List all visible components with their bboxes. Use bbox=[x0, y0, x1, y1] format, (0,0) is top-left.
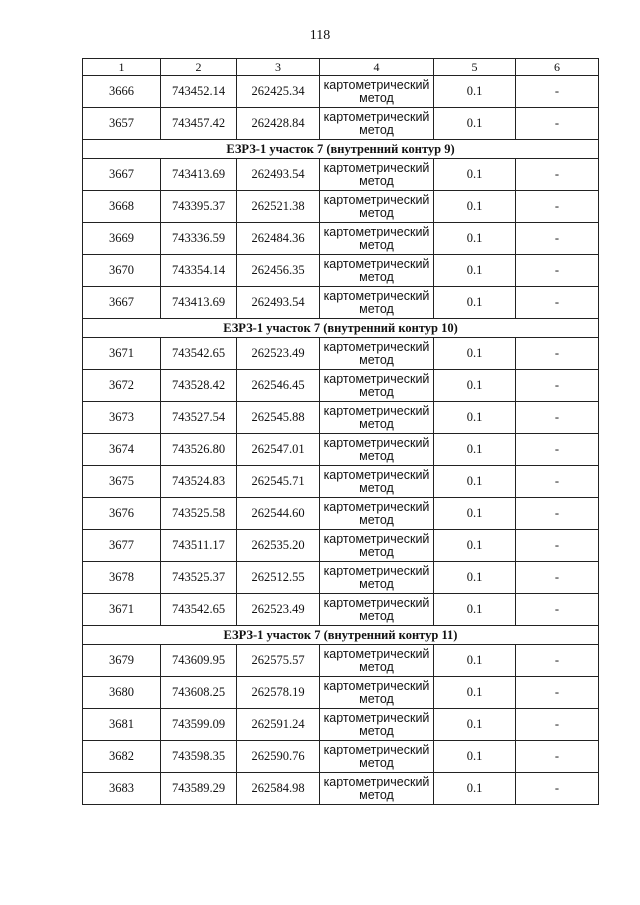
method-cell: картометрический метод bbox=[320, 370, 434, 402]
y-coordinate-cell: 262544.60 bbox=[237, 498, 320, 530]
point-number-cell: 3674 bbox=[83, 434, 161, 466]
x-coordinate-cell: 743526.80 bbox=[161, 434, 237, 466]
accuracy-cell: 0.1 bbox=[434, 370, 516, 402]
description-cell: - bbox=[516, 773, 599, 805]
description-cell: - bbox=[516, 338, 599, 370]
point-number-cell: 3673 bbox=[83, 402, 161, 434]
page-number: 118 bbox=[309, 28, 331, 43]
method-cell: картометрический метод bbox=[320, 498, 434, 530]
x-coordinate-cell: 743527.54 bbox=[161, 402, 237, 434]
x-coordinate-cell: 743599.09 bbox=[161, 709, 237, 741]
method-cell: картометрический метод bbox=[320, 76, 434, 108]
x-coordinate-cell: 743598.35 bbox=[161, 741, 237, 773]
x-coordinate-cell: 743525.37 bbox=[161, 562, 237, 594]
table-row bbox=[83, 255, 599, 287]
point-number-cell: 3675 bbox=[83, 466, 161, 498]
method-cell: картометрический метод bbox=[320, 338, 434, 370]
x-coordinate-cell: 743511.17 bbox=[161, 530, 237, 562]
y-coordinate-cell: 262425.34 bbox=[237, 76, 320, 108]
point-number-cell: 3681 bbox=[83, 709, 161, 741]
description-cell: - bbox=[516, 594, 599, 626]
column-header-3: 3 bbox=[237, 59, 320, 76]
point-number-cell: 3671 bbox=[83, 338, 161, 370]
accuracy-cell: 0.1 bbox=[434, 76, 516, 108]
x-coordinate-cell: 743542.65 bbox=[161, 594, 237, 626]
method-cell: картометрический метод bbox=[320, 466, 434, 498]
x-coordinate-cell: 743413.69 bbox=[161, 287, 237, 319]
accuracy-cell: 0.1 bbox=[434, 562, 516, 594]
description-cell: - bbox=[516, 287, 599, 319]
point-number-cell: 3657 bbox=[83, 108, 161, 140]
y-coordinate-cell: 262545.88 bbox=[237, 402, 320, 434]
method-cell: картометрический метод bbox=[320, 530, 434, 562]
point-number-cell: 3672 bbox=[83, 370, 161, 402]
description-cell: - bbox=[516, 562, 599, 594]
accuracy-cell: 0.1 bbox=[434, 255, 516, 287]
description-cell: - bbox=[516, 370, 599, 402]
description-cell: - bbox=[516, 498, 599, 530]
table-row bbox=[83, 709, 599, 741]
point-number-cell: 3670 bbox=[83, 255, 161, 287]
point-number-cell: 3679 bbox=[83, 645, 161, 677]
accuracy-cell: 0.1 bbox=[434, 741, 516, 773]
y-coordinate-cell: 262523.49 bbox=[237, 594, 320, 626]
method-cell: картометрический метод bbox=[320, 741, 434, 773]
accuracy-cell: 0.1 bbox=[434, 498, 516, 530]
section-title: ЕЗРЗ-1 участок 7 (внутренний контур 10) bbox=[83, 319, 599, 338]
accuracy-cell: 0.1 bbox=[434, 338, 516, 370]
method-cell: картометрический метод bbox=[320, 434, 434, 466]
x-coordinate-cell: 743413.69 bbox=[161, 159, 237, 191]
table-row bbox=[83, 677, 599, 709]
point-number-cell: 3666 bbox=[83, 76, 161, 108]
table-row bbox=[83, 287, 599, 319]
point-number-cell: 3682 bbox=[83, 741, 161, 773]
column-number-row bbox=[83, 59, 599, 76]
description-cell: - bbox=[516, 530, 599, 562]
y-coordinate-cell: 262493.54 bbox=[237, 287, 320, 319]
x-coordinate-cell: 743457.42 bbox=[161, 108, 237, 140]
y-coordinate-cell: 262545.71 bbox=[237, 466, 320, 498]
description-cell: - bbox=[516, 191, 599, 223]
y-coordinate-cell: 262535.20 bbox=[237, 530, 320, 562]
method-cell: картометрический метод bbox=[320, 159, 434, 191]
table-row bbox=[83, 434, 599, 466]
description-cell: - bbox=[516, 709, 599, 741]
point-number-cell: 3669 bbox=[83, 223, 161, 255]
point-number-cell: 3671 bbox=[83, 594, 161, 626]
description-cell: - bbox=[516, 466, 599, 498]
method-cell: картометрический метод bbox=[320, 594, 434, 626]
y-coordinate-cell: 262512.55 bbox=[237, 562, 320, 594]
method-cell: картометрический метод bbox=[320, 709, 434, 741]
method-cell: картометрический метод bbox=[320, 255, 434, 287]
table-row bbox=[83, 562, 599, 594]
table-row bbox=[83, 108, 599, 140]
description-cell: - bbox=[516, 159, 599, 191]
method-cell: картометрический метод bbox=[320, 108, 434, 140]
description-cell: - bbox=[516, 645, 599, 677]
description-cell: - bbox=[516, 677, 599, 709]
table-row bbox=[83, 76, 599, 108]
x-coordinate-cell: 743528.42 bbox=[161, 370, 237, 402]
y-coordinate-cell: 262547.01 bbox=[237, 434, 320, 466]
accuracy-cell: 0.1 bbox=[434, 466, 516, 498]
section-title-row bbox=[83, 319, 599, 338]
table-row bbox=[83, 594, 599, 626]
point-number-cell: 3678 bbox=[83, 562, 161, 594]
coordinates-table bbox=[82, 58, 599, 805]
table-row bbox=[83, 402, 599, 434]
x-coordinate-cell: 743524.83 bbox=[161, 466, 237, 498]
table-row bbox=[83, 191, 599, 223]
method-cell: картометрический метод bbox=[320, 645, 434, 677]
y-coordinate-cell: 262523.49 bbox=[237, 338, 320, 370]
table-row bbox=[83, 223, 599, 255]
y-coordinate-cell: 262493.54 bbox=[237, 159, 320, 191]
column-header-2: 2 bbox=[161, 59, 237, 76]
accuracy-cell: 0.1 bbox=[434, 645, 516, 677]
x-coordinate-cell: 743452.14 bbox=[161, 76, 237, 108]
accuracy-cell: 0.1 bbox=[434, 709, 516, 741]
description-cell: - bbox=[516, 223, 599, 255]
method-cell: картометрический метод bbox=[320, 677, 434, 709]
column-header-6: 6 bbox=[516, 59, 599, 76]
section-title-row bbox=[83, 140, 599, 159]
y-coordinate-cell: 262584.98 bbox=[237, 773, 320, 805]
accuracy-cell: 0.1 bbox=[434, 594, 516, 626]
table-row bbox=[83, 741, 599, 773]
section-title: ЕЗРЗ-1 участок 7 (внутренний контур 9) bbox=[83, 140, 599, 159]
method-cell: картометрический метод bbox=[320, 773, 434, 805]
y-coordinate-cell: 262546.45 bbox=[237, 370, 320, 402]
description-cell: - bbox=[516, 255, 599, 287]
table-row bbox=[83, 338, 599, 370]
x-coordinate-cell: 743608.25 bbox=[161, 677, 237, 709]
method-cell: картометрический метод bbox=[320, 223, 434, 255]
accuracy-cell: 0.1 bbox=[434, 434, 516, 466]
point-number-cell: 3677 bbox=[83, 530, 161, 562]
y-coordinate-cell: 262484.36 bbox=[237, 223, 320, 255]
column-header-5: 5 bbox=[434, 59, 516, 76]
accuracy-cell: 0.1 bbox=[434, 677, 516, 709]
x-coordinate-cell: 743525.58 bbox=[161, 498, 237, 530]
method-cell: картометрический метод bbox=[320, 562, 434, 594]
coordinates-table-body bbox=[83, 59, 599, 805]
table-row bbox=[83, 159, 599, 191]
y-coordinate-cell: 262575.57 bbox=[237, 645, 320, 677]
column-header-4: 4 bbox=[320, 59, 434, 76]
section-title-row bbox=[83, 626, 599, 645]
point-number-cell: 3683 bbox=[83, 773, 161, 805]
y-coordinate-cell: 262428.84 bbox=[237, 108, 320, 140]
description-cell: - bbox=[516, 402, 599, 434]
method-cell: картометрический метод bbox=[320, 191, 434, 223]
accuracy-cell: 0.1 bbox=[434, 191, 516, 223]
y-coordinate-cell: 262578.19 bbox=[237, 677, 320, 709]
accuracy-cell: 0.1 bbox=[434, 402, 516, 434]
description-cell: - bbox=[516, 741, 599, 773]
point-number-cell: 3667 bbox=[83, 287, 161, 319]
x-coordinate-cell: 743542.65 bbox=[161, 338, 237, 370]
x-coordinate-cell: 743395.37 bbox=[161, 191, 237, 223]
table-row bbox=[83, 773, 599, 805]
table-row bbox=[83, 498, 599, 530]
column-header-1: 1 bbox=[83, 59, 161, 76]
x-coordinate-cell: 743354.14 bbox=[161, 255, 237, 287]
table-row bbox=[83, 530, 599, 562]
description-cell: - bbox=[516, 434, 599, 466]
x-coordinate-cell: 743609.95 bbox=[161, 645, 237, 677]
accuracy-cell: 0.1 bbox=[434, 108, 516, 140]
accuracy-cell: 0.1 bbox=[434, 773, 516, 805]
accuracy-cell: 0.1 bbox=[434, 223, 516, 255]
point-number-cell: 3680 bbox=[83, 677, 161, 709]
point-number-cell: 3667 bbox=[83, 159, 161, 191]
accuracy-cell: 0.1 bbox=[434, 287, 516, 319]
accuracy-cell: 0.1 bbox=[434, 159, 516, 191]
table-row bbox=[83, 466, 599, 498]
method-cell: картометрический метод bbox=[320, 402, 434, 434]
x-coordinate-cell: 743336.59 bbox=[161, 223, 237, 255]
method-cell: картометрический метод bbox=[320, 287, 434, 319]
section-title: ЕЗРЗ-1 участок 7 (внутренний контур 11) bbox=[83, 626, 599, 645]
table-row bbox=[83, 645, 599, 677]
x-coordinate-cell: 743589.29 bbox=[161, 773, 237, 805]
point-number-cell: 3668 bbox=[83, 191, 161, 223]
point-number-cell: 3676 bbox=[83, 498, 161, 530]
y-coordinate-cell: 262590.76 bbox=[237, 741, 320, 773]
description-cell: - bbox=[516, 76, 599, 108]
accuracy-cell: 0.1 bbox=[434, 530, 516, 562]
description-cell: - bbox=[516, 108, 599, 140]
y-coordinate-cell: 262456.35 bbox=[237, 255, 320, 287]
table-row bbox=[83, 370, 599, 402]
y-coordinate-cell: 262591.24 bbox=[237, 709, 320, 741]
y-coordinate-cell: 262521.38 bbox=[237, 191, 320, 223]
